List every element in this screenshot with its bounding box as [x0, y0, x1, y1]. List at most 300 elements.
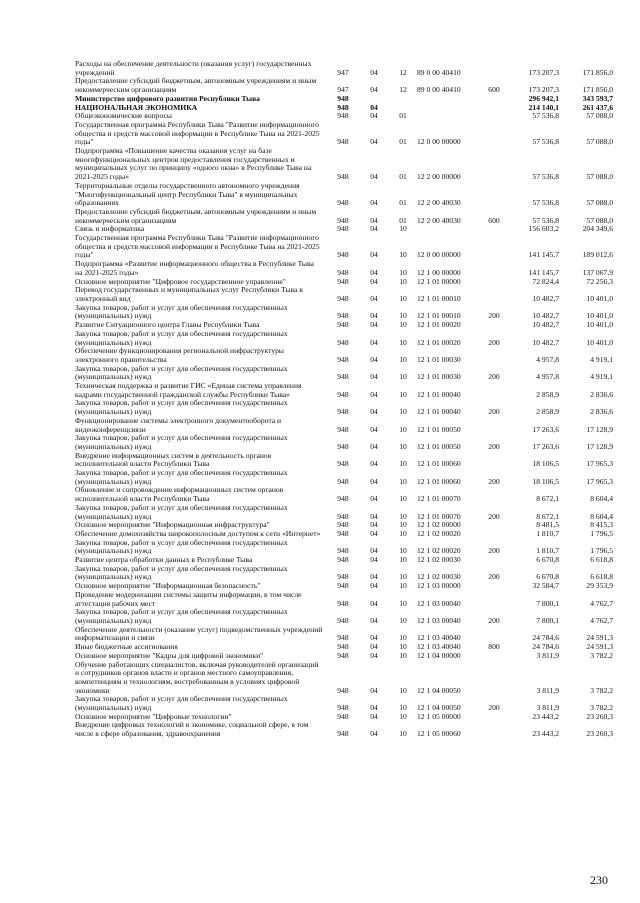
- row-amount-year-1: 10 482,7: [532, 311, 559, 321]
- row-amount-year-1: 24 784,6: [532, 642, 559, 652]
- row-subsection-code: 10: [399, 528, 407, 538]
- row-ved-code: 948: [337, 267, 349, 277]
- row-target-article: 12 0 00 00000: [417, 250, 461, 260]
- row-name: Обучение работающих специалистов, включая руководителей организаций и сотрудников органов власти и органов местного самоуправления, компетенциям и технологиям, востребованным в условиях цифровой экономики: [75, 659, 319, 695]
- row-amount-year-1: 4 957,8: [536, 354, 559, 364]
- row-target-article: 12 1 01 00030: [417, 372, 461, 382]
- row-section-code: 04: [370, 703, 378, 713]
- row-amount-year-1: 1 810,7: [536, 528, 559, 538]
- row-section-code: 04: [370, 372, 378, 382]
- table-row: [75, 626, 613, 643]
- row-expense-type: 200: [488, 476, 500, 486]
- row-ved-code: 948: [337, 250, 349, 260]
- row-target-article: 12 1 02 00030: [417, 572, 461, 582]
- row-name: Предоставление субсидий бюджетным, автономным учреждениям и иным некоммерческим организациям: [75, 76, 317, 95]
- row-amount-year-2: 57 088,0: [586, 215, 613, 225]
- row-name: Министерство цифрового развития Республики Тыва: [75, 93, 260, 103]
- row-subsection-code: 10: [399, 320, 407, 330]
- row-subsection-code: 10: [399, 520, 407, 530]
- row-target-article: 12 1 01 00040: [417, 407, 461, 417]
- table-row: [75, 695, 613, 712]
- row-ved-code: 948: [337, 459, 349, 469]
- row-name: Общеэкономические вопросы: [75, 111, 172, 121]
- row-section-code: 04: [370, 250, 378, 260]
- table-row: [75, 608, 613, 625]
- row-section-code: 04: [370, 642, 378, 652]
- row-amount-year-1: 173 207,3: [528, 85, 559, 95]
- row-name: Государственная программа Республики Тыва "Развитие информационного общества и средств массовой информации в Республике Тыва на 2021-2025 годы": [75, 233, 320, 260]
- row-target-article: 12 1 01 00040: [417, 389, 461, 399]
- row-expense-type: 200: [488, 337, 500, 347]
- row-amount-year-1: 3 811,9: [536, 650, 559, 660]
- row-target-article: 12 1 01 00050: [417, 424, 461, 434]
- row-expense-type: 200: [488, 311, 500, 321]
- row-amount-year-1: 3 811,9: [536, 685, 559, 695]
- table-row: [75, 539, 613, 556]
- row-expense-type: 800: [488, 642, 500, 652]
- row-amount-year-2: 2 836,6: [590, 389, 613, 399]
- row-ved-code: 948: [337, 137, 349, 147]
- row-target-article: 12 1 01 00010: [417, 311, 461, 321]
- table-row: [75, 234, 613, 260]
- row-ved-code: 948: [337, 276, 349, 286]
- row-section-code: 04: [370, 633, 378, 643]
- row-name: Основное мероприятие "Цифровые технологии": [75, 711, 232, 721]
- row-expense-type: 200: [488, 511, 500, 521]
- row-name: Закупка товаров, работ и услуг для обеспечения государственных (муниципальных) нужд: [75, 302, 288, 321]
- row-target-article: 12 2 00 40030: [417, 215, 461, 225]
- table-row: [75, 661, 613, 696]
- row-subsection-code: 01: [399, 172, 407, 182]
- row-target-article: 12 1 01 00070: [417, 511, 461, 521]
- row-name: Закупка товаров, работ и услуг для обеспечения государственных (муниципальных) нужд: [75, 694, 288, 713]
- row-target-article: 12 1 01 00020: [417, 320, 461, 330]
- row-amount-year-2: 17 965,3: [586, 476, 613, 486]
- row-amount-year-1: 57 536,8: [532, 198, 559, 208]
- table-row: [75, 417, 613, 434]
- row-amount-year-1: 8 481,5: [536, 520, 559, 530]
- row-amount-year-2: 171 856,0: [582, 85, 613, 95]
- row-name: Подпрограмма «Повышение качества оказания услуг на базе многофункциональных центров предоставления государственных и муниципальных услуг по принципу «одного окна» в Республике Тыва на 2021-2025 годы»: [75, 146, 312, 182]
- row-name: Расходы на обеспечение деятельности (оказания услуг) государственных учреждений: [75, 59, 312, 77]
- row-name: Основное мероприятие "Кадры для цифровой экономики": [75, 650, 264, 660]
- row-section-code: 04: [370, 67, 378, 77]
- row-amount-year-2: 4 762,7: [590, 616, 613, 625]
- row-ved-code: 948: [337, 598, 349, 608]
- row-target-article: 12 2 00 40030: [417, 198, 461, 208]
- table-row: [75, 330, 613, 347]
- row-section-code: 04: [370, 616, 378, 625]
- row-amount-year-2: 57 088,0: [586, 111, 613, 121]
- row-ved-code: 948: [337, 685, 349, 695]
- row-ved-code: 948: [337, 546, 349, 556]
- row-subsection-code: 10: [399, 616, 407, 625]
- row-ved-code: 948: [337, 198, 349, 208]
- row-amount-year-1: 18 106,5: [532, 476, 559, 486]
- row-name: Основное мероприятие "Информационная инфраструктура": [75, 520, 270, 530]
- row-amount-year-1: 10 482,7: [532, 293, 559, 303]
- row-name: Закупка товаров, работ и услуг для обеспечения государственных (муниципальных) нужд: [75, 398, 288, 417]
- row-subsection-code: 10: [399, 224, 407, 234]
- row-ved-code: 948: [337, 528, 349, 538]
- row-name: Проведение модернизации системы защиты информации, в том числе аттестация рабочих мест: [75, 589, 302, 608]
- row-section-code: 04: [370, 685, 378, 695]
- row-target-article: 12 1 04 00000: [417, 650, 461, 660]
- row-amount-year-2: 8 604,4: [590, 511, 613, 521]
- row-amount-year-1: 57 536,8: [532, 215, 559, 225]
- row-name: Предоставление субсидий бюджетным, автономным учреждениям и иным некоммерческим организациям: [75, 206, 317, 225]
- row-amount-year-1: 141 145,7: [528, 267, 559, 277]
- row-subsection-code: 10: [399, 250, 407, 260]
- row-section-code: 04: [370, 102, 378, 112]
- row-ved-code: 948: [337, 215, 349, 225]
- row-section-code: 04: [370, 224, 378, 234]
- row-subsection-code: 10: [399, 337, 407, 347]
- row-name: Закупка товаров, работ и услуг для обеспечения государственных (муниципальных) нужд: [75, 563, 288, 582]
- row-amount-year-2: 2 836,6: [590, 407, 613, 417]
- table-row: [75, 304, 613, 321]
- row-amount-year-1: 72 824,4: [532, 276, 559, 286]
- table-row: [75, 399, 613, 416]
- row-name: Обновление и сопровождение информационных систем органов исполнительной власти Республики Тыва: [75, 485, 284, 504]
- row-ved-code: 948: [337, 102, 349, 112]
- row-amount-year-2: 3 782,2: [590, 685, 613, 695]
- row-section-code: 04: [370, 389, 378, 399]
- row-subsection-code: 10: [399, 572, 407, 582]
- page-number: 230: [590, 873, 608, 887]
- row-section-code: 04: [370, 172, 378, 182]
- table-row: [75, 147, 613, 182]
- row-subsection-code: 10: [399, 476, 407, 486]
- row-amount-year-2: 17 128,9: [586, 424, 613, 434]
- row-amount-year-1: 6 670,8: [536, 572, 559, 582]
- row-target-article: 12 1 01 00030: [417, 354, 461, 364]
- row-section-code: 04: [370, 111, 378, 121]
- row-amount-year-2: 6 618,8: [590, 572, 613, 582]
- row-ved-code: 948: [337, 354, 349, 364]
- row-expense-type: 200: [488, 572, 500, 582]
- table-row: [75, 382, 613, 399]
- row-ved-code: 948: [337, 224, 349, 234]
- row-name: Государственная программа Республики Тыва "Развитие информационного общества и средств массовой информации в Республике Тыва на 2021-2025 годы": [75, 119, 320, 147]
- row-amount-year-2: 29 353,9: [586, 581, 613, 591]
- row-name: Закупка товаров, работ и услуг для обеспечения государственных (муниципальных) нужд: [75, 607, 288, 625]
- row-section-code: 04: [370, 311, 378, 321]
- row-target-article: 89 0 00 40410: [417, 67, 461, 77]
- row-name: Развитие центра обработки данных в Республике Тыва: [75, 555, 253, 565]
- row-target-article: 12 1 01 00060: [417, 459, 461, 469]
- row-target-article: 12 1 03 00040: [417, 598, 461, 608]
- row-ved-code: 948: [337, 572, 349, 582]
- row-target-article: 12 1 03 40040: [417, 642, 461, 652]
- row-ved-code: 948: [337, 389, 349, 399]
- row-section-code: 04: [370, 267, 378, 277]
- row-name: Связь и информатика: [75, 224, 145, 234]
- row-expense-type: 200: [488, 546, 500, 556]
- row-amount-year-1: 8 672,1: [536, 511, 559, 521]
- table-row: [75, 434, 613, 451]
- row-amount-year-2: 17 965,3: [586, 459, 613, 469]
- row-ved-code: 948: [337, 311, 349, 321]
- row-amount-year-1: 7 800,1: [536, 616, 559, 625]
- row-amount-year-1: 17 263,6: [532, 424, 559, 434]
- row-subsection-code: 01: [399, 198, 407, 208]
- row-section-code: 04: [370, 276, 378, 286]
- row-amount-year-1: 6 670,8: [536, 555, 559, 565]
- table-row: [75, 208, 613, 225]
- row-name: Основное мероприятие "Информационная безопасность": [75, 581, 261, 591]
- row-amount-year-2: 10 401,0: [586, 337, 613, 347]
- row-section-code: 04: [370, 511, 378, 521]
- table-row: [75, 77, 613, 94]
- row-ved-code: 948: [337, 494, 349, 504]
- row-amount-year-1: 57 536,8: [532, 172, 559, 182]
- row-ved-code: 947: [337, 85, 349, 95]
- row-expense-type: 200: [488, 372, 500, 382]
- row-amount-year-2: 8 604,4: [590, 494, 613, 504]
- row-ved-code: 948: [337, 520, 349, 530]
- table-row: [75, 565, 613, 582]
- table-row: [75, 469, 613, 486]
- row-subsection-code: 10: [399, 729, 407, 739]
- row-target-article: 12 1 00 00000: [417, 267, 461, 277]
- row-name: Закупка товаров, работ и услуг для обеспечения государственных (муниципальных) нужд: [75, 537, 288, 556]
- row-target-article: 12 1 05 00000: [417, 711, 461, 721]
- row-amount-year-1: 4 957,8: [536, 372, 559, 382]
- row-name: Перевод государственных и муниципальных услуг Республики Тыва в электронный вид: [75, 285, 303, 303]
- row-section-code: 04: [370, 293, 378, 303]
- row-section-code: 04: [370, 198, 378, 208]
- row-name: НАЦИОНАЛЬНАЯ ЭКОНОМИКА: [75, 102, 198, 112]
- row-subsection-code: 01: [399, 111, 407, 121]
- row-section-code: 04: [370, 711, 378, 721]
- row-subsection-code: 10: [399, 642, 407, 652]
- row-target-article: 12 1 04 00050: [417, 703, 461, 713]
- table-row: [75, 121, 613, 147]
- row-amount-year-2: 1 796,5: [590, 546, 613, 556]
- row-ved-code: 948: [337, 293, 349, 303]
- row-subsection-code: 01: [399, 137, 407, 147]
- row-ved-code: 948: [337, 172, 349, 182]
- row-section-code: 04: [370, 581, 378, 591]
- row-expense-type: 200: [488, 441, 500, 451]
- row-amount-year-2: 10 401,0: [586, 320, 613, 330]
- row-subsection-code: 10: [399, 581, 407, 591]
- row-name: Внедрение цифровых технологий в экономике, социальной сфере, в том числе в сфере образования, здравоохранения: [75, 720, 309, 739]
- row-name: Закупка товаров, работ и услуг для обеспечения государственных (муниципальных) нужд: [75, 433, 288, 451]
- row-ved-code: 948: [337, 93, 349, 103]
- row-subsection-code: 10: [399, 650, 407, 660]
- row-subsection-code: 10: [399, 267, 407, 277]
- row-target-article: 12 1 03 40040: [417, 633, 461, 643]
- row-amount-year-1: 57 536,8: [532, 137, 559, 147]
- row-target-article: 12 1 01 00070: [417, 494, 461, 504]
- row-expense-type: 200: [488, 703, 500, 713]
- row-amount-year-2: 4 919,1: [590, 372, 613, 382]
- row-section-code: 04: [370, 441, 378, 451]
- row-subsection-code: 10: [399, 311, 407, 321]
- row-amount-year-2: 4 762,7: [590, 598, 613, 608]
- table-row: [75, 452, 613, 469]
- row-amount-year-1: 141 145,7: [528, 250, 559, 260]
- row-section-code: 04: [370, 459, 378, 469]
- row-amount-year-2: 343 593,7: [582, 93, 613, 103]
- row-amount-year-1: 7 800,1: [536, 598, 559, 608]
- row-amount-year-2: 189 012,6: [582, 250, 613, 260]
- row-target-article: 12 1 04 00050: [417, 685, 461, 695]
- row-name: Обеспечение функционирования региональной инфраструктуры электронного правительства: [75, 346, 285, 364]
- row-name: Внедрение информационных систем в деятельность органов исполнительной власти Республики Тыва: [75, 450, 272, 469]
- row-name: Развитие Ситуационного центра Главы Республики Тыва: [75, 320, 260, 330]
- row-target-article: 12 1 02 00020: [417, 546, 461, 556]
- row-target-article: 12 1 02 00030: [417, 555, 461, 565]
- row-ved-code: 948: [337, 616, 349, 625]
- row-section-code: 04: [370, 650, 378, 660]
- row-subsection-code: 10: [399, 389, 407, 399]
- row-section-code: 04: [370, 476, 378, 486]
- row-amount-year-1: 3 811,9: [536, 703, 559, 713]
- row-subsection-code: 12: [399, 85, 407, 95]
- row-target-article: 12 2 00 00000: [417, 172, 461, 182]
- row-section-code: 04: [370, 337, 378, 347]
- row-amount-year-1: 2 858,9: [536, 407, 559, 417]
- table-row: [75, 721, 613, 738]
- row-ved-code: 948: [337, 633, 349, 643]
- row-ved-code: 948: [337, 424, 349, 434]
- row-amount-year-2: 3 782,2: [590, 650, 613, 660]
- budget-table: [75, 60, 613, 739]
- row-amount-year-2: 171 856,0: [582, 67, 613, 77]
- table-row: [75, 60, 613, 77]
- row-amount-year-2: 8 415,3: [590, 520, 613, 530]
- row-amount-year-1: 8 672,1: [536, 494, 559, 504]
- row-subsection-code: 10: [399, 354, 407, 364]
- row-amount-year-2: 72 256,3: [586, 276, 613, 286]
- row-ved-code: 948: [337, 337, 349, 347]
- row-amount-year-1: 296 942,1: [528, 93, 559, 103]
- row-name: Основное мероприятие "Цифровое государственное управление": [75, 276, 286, 286]
- row-ved-code: 948: [337, 703, 349, 713]
- row-section-code: 04: [370, 598, 378, 608]
- row-amount-year-1: 17 263,6: [532, 441, 559, 451]
- row-amount-year-1: 10 482,7: [532, 320, 559, 330]
- row-subsection-code: 10: [399, 555, 407, 565]
- row-subsection-code: 10: [399, 546, 407, 556]
- row-amount-year-1: 23 443,2: [532, 729, 559, 739]
- row-name: Закупка товаров, работ и услуг для обеспечения государственных (муниципальных) нужд: [75, 468, 288, 486]
- row-ved-code: 948: [337, 407, 349, 417]
- row-name: Территориальные отделы государственного автономного учреждения "Многофункциональный центр Республики Тыва" в муниципальных образованиях: [75, 180, 300, 208]
- row-amount-year-2: 57 088,0: [586, 172, 613, 182]
- row-section-code: 04: [370, 407, 378, 417]
- row-target-article: 12 1 05 00060: [417, 729, 461, 739]
- row-amount-year-2: 4 919,1: [590, 354, 613, 364]
- row-amount-year-2: 10 401,0: [586, 293, 613, 303]
- row-amount-year-1: 57 536,8: [532, 111, 559, 121]
- row-target-article: 12 1 01 00050: [417, 441, 461, 451]
- row-section-code: 04: [370, 555, 378, 565]
- row-amount-year-2: 204 349,6: [582, 224, 613, 234]
- row-target-article: 12 1 03 00000: [417, 581, 461, 591]
- row-amount-year-2: 24 591,3: [586, 633, 613, 643]
- row-expense-type: 200: [488, 407, 500, 417]
- row-amount-year-1: 24 784,6: [532, 633, 559, 643]
- row-subsection-code: 10: [399, 441, 407, 451]
- row-name: Закупка товаров, работ и услуг для обеспечения государственных (муниципальных) нужд: [75, 363, 288, 382]
- row-ved-code: 948: [337, 372, 349, 382]
- row-section-code: 04: [370, 494, 378, 504]
- row-target-article: 12 1 02 00020: [417, 528, 461, 538]
- row-section-code: 04: [370, 320, 378, 330]
- row-subsection-code: 10: [399, 459, 407, 469]
- row-name: Закупка товаров, работ и услуг для обеспечения государственных (муниципальных) нужд: [75, 328, 288, 347]
- row-amount-year-2: 10 401,0: [586, 311, 613, 321]
- row-subsection-code: 10: [399, 372, 407, 382]
- row-target-article: 12 1 01 00020: [417, 337, 461, 347]
- row-amount-year-1: 18 106,5: [532, 459, 559, 469]
- row-target-article: 12 1 01 00060: [417, 476, 461, 486]
- row-amount-year-2: 23 260,3: [586, 711, 613, 721]
- row-subsection-code: 10: [399, 711, 407, 721]
- row-target-article: 89 0 00 40410: [417, 85, 461, 95]
- row-amount-year-1: 214 140,1: [528, 102, 559, 112]
- row-ved-code: 948: [337, 642, 349, 652]
- row-subsection-code: 10: [399, 703, 407, 713]
- row-section-code: 04: [370, 729, 378, 739]
- row-amount-year-2: 17 128,9: [586, 441, 613, 451]
- row-section-code: 04: [370, 528, 378, 538]
- table-row: [75, 260, 613, 277]
- row-name: Иные бюджетные ассигнования: [75, 642, 178, 652]
- table-row: [75, 486, 613, 503]
- row-name: Обеспечение деятельности (оказание услуг) подведомственных учреждений информатизации и связи: [75, 624, 323, 643]
- table-row: [75, 365, 613, 382]
- row-ved-code: 948: [337, 320, 349, 330]
- row-amount-year-1: 1 810,7: [536, 546, 559, 556]
- row-subsection-code: 10: [399, 407, 407, 417]
- row-subsection-code: 01: [399, 215, 407, 225]
- row-amount-year-1: 2 858,9: [536, 389, 559, 399]
- row-amount-year-2: 137 067,9: [582, 267, 613, 277]
- row-section-code: 04: [370, 354, 378, 364]
- row-amount-year-2: 3 782,2: [590, 703, 613, 713]
- row-subsection-code: 12: [399, 67, 407, 77]
- row-amount-year-2: 57 088,0: [586, 137, 613, 147]
- row-ved-code: 948: [337, 511, 349, 521]
- row-subsection-code: 10: [399, 511, 407, 521]
- row-amount-year-2: 6 618,8: [590, 555, 613, 565]
- row-ved-code: 947: [337, 67, 349, 77]
- row-subsection-code: 10: [399, 293, 407, 303]
- row-ved-code: 948: [337, 581, 349, 591]
- table-row: [75, 182, 613, 208]
- row-amount-year-1: 10 482,7: [532, 337, 559, 347]
- table-row: [75, 591, 613, 608]
- row-amount-year-1: 23 443,2: [532, 711, 559, 721]
- row-subsection-code: 10: [399, 494, 407, 504]
- row-ved-code: 948: [337, 729, 349, 739]
- row-amount-year-2: 1 796,5: [590, 528, 613, 538]
- row-expense-type: 600: [488, 85, 500, 95]
- row-name: Подпрограмма «Развитие информационного общества в Республике Тыва на 2021-2025 годы»: [75, 259, 314, 277]
- row-target-article: 12 1 03 00040: [417, 616, 461, 625]
- row-name: Закупка товаров, работ и услуг для обеспечения государственных (муниципальных) нужд: [75, 502, 288, 521]
- row-ved-code: 948: [337, 711, 349, 721]
- row-section-code: 04: [370, 520, 378, 530]
- row-amount-year-1: 32 584,7: [532, 581, 559, 591]
- row-ved-code: 948: [337, 650, 349, 660]
- row-target-article: 12 1 01 00000: [417, 276, 461, 286]
